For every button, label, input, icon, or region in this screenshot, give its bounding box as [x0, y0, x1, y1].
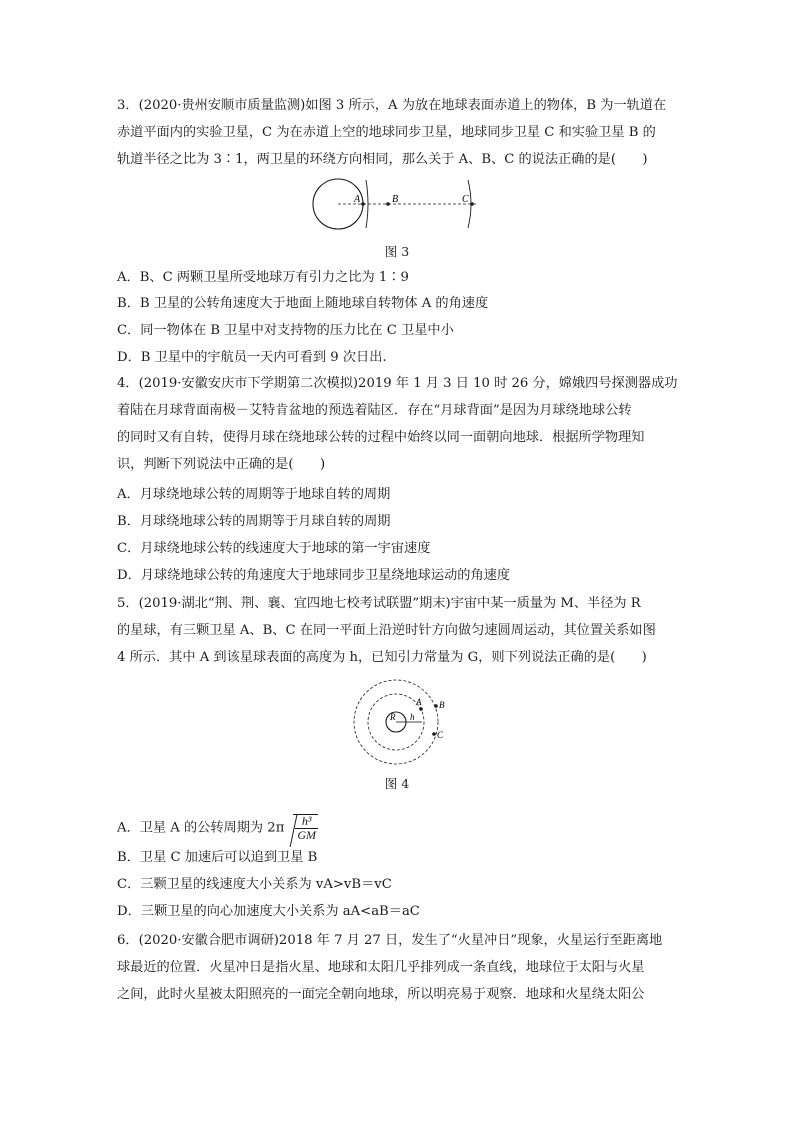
- q3-option-c: C．同一物体在 B 卫星中对支持物的压力比在 C 卫星中小: [117, 323, 454, 338]
- figure-4-diagram: [344, 678, 450, 768]
- q5-line-1: 5．(2019·湖北“荆、荆、襄、宜四地七校考试联盟”期末)宇宙中某一质量为 M、半径为 R: [117, 596, 641, 611]
- q5-line-3: 4 所示．其中 A 到该星球表面的高度为 h，已知引力常量为 G，则下列说法正确的是( ): [117, 650, 647, 665]
- formula-fraction: [295, 815, 318, 842]
- q3-option-d: D．B 卫星中的宇航员一天内可看到 9 次日出.: [117, 350, 387, 365]
- q5-option-a: [117, 814, 318, 842]
- q5-option-a-text: A．卫星 A 的公转周期为 2π: [117, 820, 285, 836]
- q3-line-3: 轨道半径之比为 3∶1，两卫星的环绕方向相同，那么关于 A、B、C 的说法正确的是( ): [117, 152, 648, 167]
- q3-option-b: B．B 卫星的公转角速度大于地面上随地球自转物体 A 的角速度: [117, 296, 489, 311]
- q5-option-b: B．卫星 C 加速后可以追到卫星 B: [117, 850, 318, 865]
- sqrt-symbol: [293, 814, 318, 842]
- fig4-label-a: A: [416, 697, 422, 707]
- q4-option-c: C．月球绕地球公转的线速度大于地球的第一宇宙速度: [117, 541, 431, 556]
- figure-4-caption: 图 4: [384, 776, 410, 791]
- q4-option-d: D．月球绕地球公转的角速度大于地球同步卫星绕地球运动的角速度: [117, 568, 511, 583]
- q5-line-2: 的星球，有三颗卫星 A、B、C 在同一平面上沿逆时针方向做匀速圆周运动，其位置关系如图: [117, 623, 656, 638]
- q4-line-1: 4．(2019·安徽安庆市下学期第二次模拟)2019 年 1 月 3 日 10 时 26 分，嫦娥四号探测器成功: [117, 376, 678, 391]
- fraction-denominator: GM: [297, 828, 317, 842]
- q6-line-1: 6．(2020·安徽合肥市调研)2018 年 7 月 27 日，发生了“火星冲日”现象，火星运行至距离地: [117, 933, 663, 948]
- q4-line-2: 着陆在月球背面南极－艾特肯盆地的预选着陆区．存在“月球背面”是因为月球绕地球公转: [117, 403, 632, 418]
- fig4-label-r: R: [390, 712, 396, 722]
- q4-line-4: 识，判断下列说法中正确的是( ): [117, 457, 326, 472]
- fig3-label-a: A: [354, 194, 361, 205]
- q3-line-1: 3．(2020·贵州安顺市质量监测)如图 3 所示，A 为放在地球表面赤道上的物体，B 为一轨道在: [117, 98, 667, 113]
- q4-option-a: A．月球绕地球公转的周期等于地球自转的周期: [117, 487, 391, 502]
- fig3-label-b: B: [392, 194, 399, 205]
- fig3-label-c: C: [462, 194, 469, 205]
- figure-3-diagram: [300, 176, 490, 236]
- fraction-numerator: h³: [295, 815, 318, 829]
- q4-option-b: B．月球绕地球公转的周期等于月球自转的周期: [117, 514, 391, 529]
- q5-option-d: D．三颗卫星的向心加速度大小关系为 aA<aB＝aC: [117, 904, 420, 919]
- figure-3-caption: 图 3: [384, 244, 410, 259]
- fig4-label-b: B: [439, 700, 445, 710]
- q4-line-3: 的同时又有自转，使得月球在绕地球公转的过程中始终以同一面朝向地球．根据所学物理知: [117, 430, 645, 445]
- fig4-label-c: C: [437, 730, 444, 740]
- q6-line-2: 球最近的位置．火星冲日是指火星、地球和太阳几乎排列成一条直线，地球位于太阳与火星: [117, 960, 645, 975]
- q6-line-3: 之间，此时火星被太阳照亮的一面完全朝向地球，所以明亮易于观察．地球和火星绕太阳公: [117, 987, 645, 1002]
- fig4-label-h: h: [410, 712, 415, 722]
- q3-line-2: 赤道平面内的实验卫星，C 为在赤道上空的地球同步卫星，地球同步卫星 C 和实验卫星 B 的: [117, 125, 656, 140]
- q3-option-a: A．B、C 两颗卫星所受地球万有引力之比为 1∶9: [117, 270, 409, 285]
- q5-option-c: C．三颗卫星的线速度大小关系为 vA>vB＝vC: [117, 877, 392, 892]
